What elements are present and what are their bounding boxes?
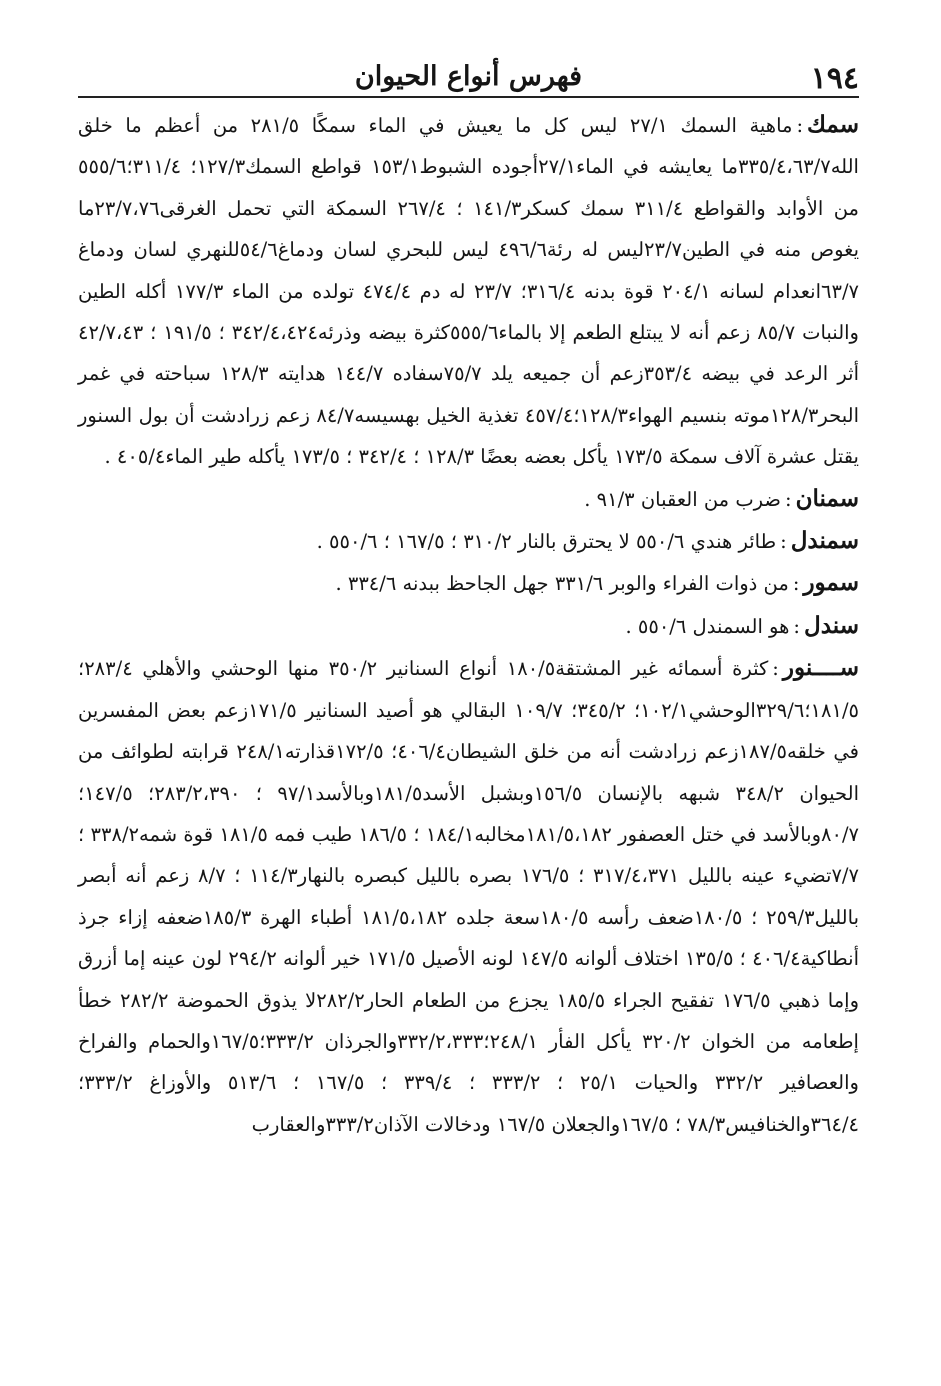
entry-headword: سمك bbox=[807, 111, 859, 138]
entry-separator: : bbox=[793, 614, 800, 638]
entry-body: ضرب من العقبان ٩١/٣ . bbox=[584, 487, 781, 511]
index-entry-sammur bbox=[78, 562, 859, 604]
entry-headword: سمور bbox=[803, 569, 859, 597]
entry-body: هو السمندل ٥٥٠/٦ . bbox=[625, 614, 790, 638]
entry-body: من ذوات الفراء والوبر ٣٣١/٦ جهل الجاحظ ببدنه ٣٣٤/٦ . bbox=[335, 572, 789, 596]
entry-separator: : bbox=[792, 572, 800, 596]
entry-headword: سندل bbox=[804, 611, 859, 639]
entry-headword: ســــنور bbox=[782, 654, 860, 682]
entry-separator: : bbox=[772, 657, 779, 681]
entry-separator: : bbox=[796, 114, 804, 137]
entry-separator: : bbox=[785, 487, 792, 511]
index-entry-sandal bbox=[78, 605, 859, 647]
index-entry-samak bbox=[78, 104, 859, 478]
page-header bbox=[78, 48, 859, 98]
page-number: ١٩٤ bbox=[810, 61, 859, 96]
index-entries bbox=[78, 104, 859, 1145]
entry-body: طائر هندي ٥٥٠/٦ لا يحترق بالنار ٣١٠/٢ ؛ ١٦٧/٥ ؛ ٥٥٠/٦ . bbox=[316, 530, 777, 554]
entry-headword: سمنان bbox=[795, 484, 859, 512]
entry-body: ماهية السمك ٢٧/١ ليس كل ما يعيش في الماء سمكًا ٢٨١/٥ من أعظم ما خلق الله٣٣٥/٤،٦٣/٧ما يعايشه في الماء٢٧/١أجوده الشبوط١٥٣/١ قواطع السمك١٢٧/٣؛ ٣١١/٤؛٥٥٥/٦ من الأوابد والقواطع ٣١١/٤ سمك كسكر١٤١/٣ ؛ ٢٦٧/٤ السمكة التي تحمل الغرقى٢٣/٧،٧٦ما يغوص منه في الطين٢٣/٧ليس له رئة٤٩٦/٦ ليس للبحري لسان ودماغ٥٤/٦للنهري لسان ودماغ ٦٣/٧انعدام لسانه ٢٠٤/١ قوة بدنه ٣١٦/٤؛ ٢٣/٧ له دم ٤٧٤/٤ تولده من الماء ١٧٧/٣ أكله الطين والنبات ٨٥/٧ زعم أنه لا يبتلع الطعم إلا بالماء٥٥٥/٦كثرة بيضه وذرئه٣٤٢/٤،٤٢٤ ؛ ١٩١/٥ ؛ ٤٢/٧،٤٣ أثر الرعد في بيضه ٣٥٣/٤زعم أن جميعه يلد ٧٥/٧سفاده ١٤٤/٧ هدايته ١٢٨/٣ سباحته في غمر البحر١٢٨/٣موته بنسيم الهواء١٢٨/٣؛٤٥٧/٤ تغذية الخيل بهسيسه٨٤/٧ زعم زرادشت أن بول السنور يقتل عشرة آلاف سمكة ١٧٣/٥ يأكل بعضه بعضًا ١٢٨/٣ ؛ ٣٤٢/٤ ؛ ١٧٣/٥ يأكله طير الماء٤٠٥/٤ . bbox=[78, 114, 860, 469]
index-entry-simnan bbox=[78, 478, 859, 520]
entry-body: كثرة أسمائه غير المشتقة١٨٠/٥ أنواع السنانير ٣٥٠/٢ منها الوحشي والأهلي ٢٨٣/٤؛١٨١/٥؛٣٢٩/٦الوحشي١٠٢/١؛ ٣٤٥/٢؛ ١٠٩/٧ البقالي هو أصيد السنانير ١٧١/٥زعم بعض المفسرين في خلقه١٨٧/٥زعم زرادشت أنه من خلق الشيطان٤٠٦/٤؛ ١٧٢/٥قذارته٢٤٨/١ قرابته لطوائف من الحيوان ٣٤٨/٢ شبهه بالإنسان ١٥٦/٥وبشبل الأسد١٨١/٥وبالأسد٩٧/١ ؛ ٢٨٣/٢،٣٩٠؛ ١٤٧/٥؛٨٠/٧وبالأسد في ختل العصفور ١٨١/٥،١٨٢مخالبه١٨٤/١ ؛ ١٨٦/٥ طيب فمه ١٨١/٥ قوة شمه٣٣٨/٢ ؛ ٧/٧تضيء عينه بالليل ٣١٧/٤،٣٧١ ؛ ١٧٦/٥ بصره بالليل كبصره بالنهار١١٤/٣ ؛ ٨/٧ زعم أنه أبصر بالليل٢٥٩/٣ ؛ ١٨٠/٥ضعف رأسه ١٨٠/٥سعة جلده ١٨١/٥،١٨٢ أطباء الهرة ١٨٥/٣ضعفه إزاء جرذ أنطاكية٤٠٦/٤ ؛ ١٣٥/٥ اختلاف ألوانه ١٤٧/٥ لونه الأصيل ١٧١/٥ خير ألوانه ٢٩٤/٢ لون عينه إما أزرق وإما ذهبي ١٧٦/٥ تفقيح الجراء ١٨٥/٥ يجزع من الطعام الحار٢٨٢/٢لا يذوق الحموضة ٢٨٢/٢ خطأ إطعامه من الخوان ٣٢٠/٢ يأكل الفأر ٢٤٨/١؛٣٣٢/٢،٣٣٣والجرذان ٣٣٣/٢؛١٦٧/٥والحمام والفراخ والعصافير ٣٣٢/٢ والحيات ٢٥/١ ؛ ٣٣٣/٢ ؛ ٣٣٩/٤ ؛ ١٦٧/٥ ؛ ٥١٣/٦ والأوزاغ ٣٣٣/٢؛ ٣٦٤/٤والخنافيس٧٨/٣ ؛ ١٦٧/٥والجعلان ١٦٧/٥ ودخالات الآذان٣٣٣/٢والعقارب bbox=[78, 657, 860, 1136]
index-entry-samandal bbox=[78, 520, 859, 562]
running-title: فهرس أنواع الحيوان bbox=[354, 61, 583, 92]
entry-separator: : bbox=[780, 530, 787, 554]
index-entry-sinnawr bbox=[78, 647, 859, 1145]
entry-headword: سمندل bbox=[790, 527, 859, 555]
